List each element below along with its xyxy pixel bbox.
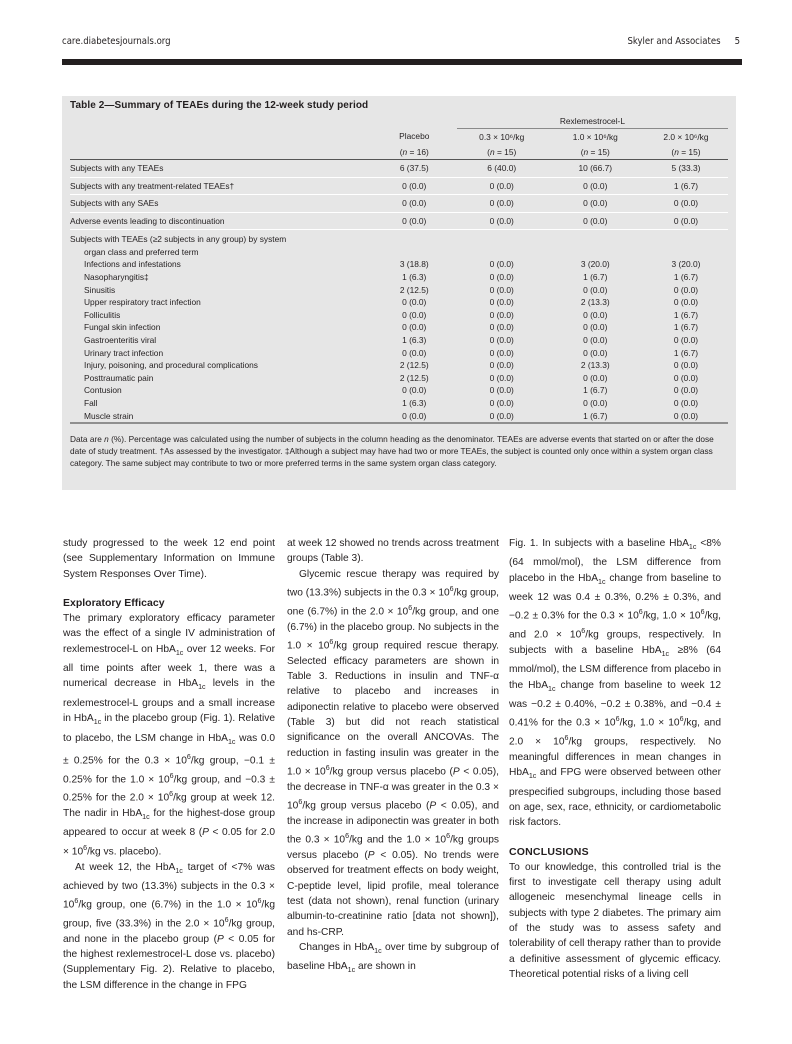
row-label: Muscle strain (70, 409, 372, 423)
authors: Skyler and Associates (627, 36, 721, 47)
header-rule (62, 59, 742, 65)
paragraph: study progressed to the week 12 end point (see Supplementary Information on Immune System Responses Over Time). (63, 538, 275, 580)
col-header-dose-1-0: 1.0 × 10⁶/kg (572, 131, 618, 142)
row-label: Infections and infestations (84, 259, 181, 270)
cell-value: 0 (0.0) (673, 335, 699, 346)
col-header-dose-0-3: 0.3 × 10⁶/kg (479, 131, 525, 142)
cell-value: 3 (20.0) (580, 259, 610, 270)
cell-value: 1 (6.3) (402, 335, 427, 346)
row-label: Contusion (84, 385, 122, 396)
cell-value: 5 (33.3) (644, 160, 728, 178)
cell-value: 1 (6.7) (673, 272, 699, 283)
cell-value: 0 (0.0) (489, 272, 514, 283)
cell-value: 0 (0.0) (547, 177, 644, 195)
cell-value: 1 (6.7) (673, 309, 699, 320)
soc-heading: Subjects with TEAEs (≥2 subjects in any group) by system (70, 234, 287, 245)
page-number: 5 (734, 36, 740, 47)
cell-value: 0 (0.0) (489, 398, 514, 409)
cell-value: 0 (0.0) (583, 284, 608, 295)
row-label: Fungal skin infection (84, 322, 161, 333)
table-row (70, 160, 728, 178)
journal-url: care.diabetesjournals.org (62, 36, 171, 47)
col-header-placebo: Placebo (399, 131, 430, 142)
cell-value: 1 (6.3) (402, 272, 427, 283)
cell-value: 1 (6.7) (583, 385, 608, 396)
cell-value: 1 (6.7) (673, 347, 699, 358)
cell-value: 0 (0.0) (489, 372, 514, 383)
cell-value: 0 (0.0) (402, 309, 427, 320)
table-title: Table 2—Summary of TEAEs during the 12-week study period (70, 100, 369, 111)
cell-value: 2 (13.3) (580, 360, 610, 371)
cell-value: 1 (6.7) (673, 322, 699, 333)
cell-value: 1 (6.7) (644, 177, 728, 195)
row-label: Subjects with any treatment-related TEAEs† (70, 177, 372, 195)
cell-value: 0 (0.0) (644, 409, 728, 423)
cell-value: 0 (0.0) (673, 284, 699, 295)
cell-value: 0 (0.0) (583, 398, 608, 409)
row-label: Gastroenteritis viral (84, 335, 157, 346)
body-column-2 (287, 536, 499, 979)
body-column-3 (509, 536, 721, 982)
table-row (70, 296, 728, 309)
group-label: Rexlemestrocel-L (457, 112, 728, 129)
cell-value: 0 (0.0) (583, 309, 608, 320)
table-row (70, 195, 728, 213)
soc-heading-row (70, 246, 728, 259)
cell-value: 0 (0.0) (489, 385, 514, 396)
cell-value: 3 (18.8) (399, 259, 429, 270)
column-header-row (70, 129, 728, 145)
cell-value: 0 (0.0) (583, 347, 608, 358)
table-row (70, 321, 728, 334)
cell-value: 2 (13.3) (580, 297, 610, 308)
cell-value: 2 (12.5) (399, 372, 429, 383)
table-row (70, 212, 728, 230)
cell-value: 0 (0.0) (673, 398, 699, 409)
col-n-dose-2-0: (n = 15) (644, 144, 728, 160)
cell-value: 0 (0.0) (583, 335, 608, 346)
table-row (70, 283, 728, 296)
cell-value: 0 (0.0) (372, 177, 457, 195)
cell-value: 0 (0.0) (372, 409, 457, 423)
col-n-placebo: (n = 16) (372, 144, 457, 160)
row-label: Posttraumatic pain (84, 372, 154, 383)
cell-value: 0 (0.0) (489, 335, 514, 346)
table-row (70, 346, 728, 359)
cell-value: 0 (0.0) (583, 372, 608, 383)
cell-value: 2 (12.5) (399, 284, 429, 295)
section-heading-exploratory-efficacy: Exploratory Efficacy (63, 597, 165, 610)
cell-value: 1 (6.7) (547, 409, 644, 423)
row-label: Upper respiratory tract infection (84, 297, 201, 308)
table-row (70, 409, 728, 423)
table-row (70, 384, 728, 397)
row-label: Folliculitis (84, 309, 121, 320)
col-header-dose-2-0: 2.0 × 10⁶/kg (663, 131, 709, 142)
cell-value: 1 (6.3) (402, 398, 427, 409)
cell-value: 0 (0.0) (673, 297, 699, 308)
cell-value: 0 (0.0) (489, 309, 514, 320)
paragraph: The primary exploratory efficacy parameter was the effect of a single IV administration of rexlemestrocel-L on HbA$_{1c}$ over 12 weeks. For all time points after week 1, there was a numerical decrease in HbA$_{1c}$ levels in the rexlemestrocel-L groups and a small increase in HbA$_{1c}$ in the placebo group (Fig. 1). Relative to placebo, the LSM change in HbA$_{1c}$ was 0.0 ± 0.25% for the $0.3 \times 10^6/kg$ group, −0.1 ± 0.25% for the $1.0 \times 10^6/kg$ group, and −0.3 ± 0.25% for the $2.0 \times 10^6/kg$ group at week 12. The nadir in HbA$_{1c}$ for the highest-dose group appeared to occur at week 8 (P < 0.05 for $2.0 \times 10^6/kg$ vs. placebo). (63, 613, 276, 858)
cell-value: 0 (0.0) (489, 297, 514, 308)
column-n-row (70, 144, 728, 160)
soc-heading-cont: organ class and preferred term (84, 246, 199, 257)
row-label: Subjects with any SAEs (70, 195, 372, 213)
cell-value: 0 (0.0) (547, 195, 644, 213)
section-heading-conclusions: CONCLUSIONS (509, 845, 589, 858)
row-label: Nasopharyngitis‡ (84, 272, 149, 283)
cell-value: 0 (0.0) (489, 322, 514, 333)
cell-value: 0 (0.0) (583, 322, 608, 333)
table-row (70, 334, 728, 347)
paragraph: Changes in HbA$_{1c}$ over time by subgroup of baseline HbA$_{1c}$ are shown in (287, 941, 499, 975)
table-row (70, 359, 728, 372)
col-n-dose-1-0: (n = 15) (547, 144, 644, 160)
cell-value: 0 (0.0) (457, 212, 547, 230)
cell-value: 2 (12.5) (399, 360, 429, 371)
table-2 (62, 96, 736, 490)
cell-value: 0 (0.0) (457, 195, 547, 213)
cell-value: 0 (0.0) (489, 360, 514, 371)
cell-value: 0 (0.0) (489, 259, 514, 270)
soc-heading-row (70, 230, 728, 246)
cell-value: 0 (0.0) (372, 195, 457, 213)
cell-value: 0 (0.0) (547, 212, 644, 230)
table-row (70, 397, 728, 410)
table-row (70, 177, 728, 195)
cell-value: 0 (0.0) (644, 195, 728, 213)
cell-value: 3 (20.0) (671, 259, 701, 270)
table-group-header-row (70, 112, 728, 129)
running-head-right (627, 36, 740, 47)
row-label: Injury, poisoning, and procedural complications (84, 360, 258, 371)
table-footnote: Data are n (%). Percentage was calculated using the number of subjects in the column heading as the denominator. TEAEs are adverse events that started on or after the dose date of study treatment. †As assessed by the investigator. ‡Although a subject may have had two or more TEAEs, the subject is counted only once within a system organ class category. The same subject may contribute to two or more preferred terms in the same system organ class category. (70, 434, 714, 468)
cell-value: 0 (0.0) (644, 212, 728, 230)
row-label: Urinary tract infection (84, 347, 164, 358)
table-row (70, 271, 728, 284)
cell-value: 0 (0.0) (673, 372, 699, 383)
table-row (70, 372, 728, 385)
cell-value: 0 (0.0) (489, 284, 514, 295)
row-label: Adverse events leading to discontinuation (70, 212, 372, 230)
cell-value: 0 (0.0) (402, 347, 427, 358)
cell-value: 6 (40.0) (457, 160, 547, 178)
cell-value: 0 (0.0) (402, 385, 427, 396)
cell-value: 0 (0.0) (489, 347, 514, 358)
cell-value: 10 (66.7) (547, 160, 644, 178)
paragraph: Glycemic rescue therapy was required by two (13.3%) subjects in the $0.3 \times 10^6/kg$ group, one (6.7%) in the $2.0 \times 10^6/kg$ group, and one (6.7%) in the placebo group. No subjects in the $1.0 \times 10^6/kg$ group required rescue therapy. Selected efficacy parameters are shown in Table 3. Reductions in insulin and TNF-α relative to placebo and increases in adiponectin relative to placebo were observed (Table 3) but did not reach statistical significance on the overall ANCOVAs. The reduction in fasting insulin was greater in the $1.0 \times 10^6/kg$ group versus placebo (P < 0.05), the decrease in TNF-α was greater in the $0.3 \times 10^6/kg$ group versus placebo (P < 0.05), and the increase in adiponectin was greater in both the $0.3 \times 10^6/kg$ and the $1.0 \times 10^6/kg$ groups versus placebo (P < 0.05). No trends were observed for treatment effects on body weight, C-peptide level, lipid profile, meal tolerance test (data not shown), renal function (urinary albumin-to-creatinine ratio [data not shown]), and hs-CRP. (287, 568, 499, 938)
cell-value: 0 (0.0) (673, 385, 699, 396)
cell-value: 0 (0.0) (372, 212, 457, 230)
paragraph: at week 12 showed no trends across treatment groups (Table 3). (287, 538, 499, 565)
row-label: Sinusitis (84, 284, 116, 295)
running-head (62, 36, 740, 50)
cell-value: 0 (0.0) (457, 409, 547, 423)
row-label: Fall (84, 398, 98, 409)
cell-value: 0 (0.0) (457, 177, 547, 195)
paragraph: To our knowledge, this controlled trial is the first to investigate cell therapy using adult allogeneic mesenchymal lineage cells in subjects with type 2 diabetes. The primary aim of the study was to assess safety and tolerability of cell therapy rather than to provide a definitive assessment of glycemic efficacy. Theoretical potential risks of a living cell (509, 861, 721, 980)
table-row (70, 258, 728, 271)
cell-value: 1 (6.7) (583, 272, 608, 283)
teae-table (70, 112, 728, 424)
col-n-dose-0-3: (n = 15) (457, 144, 547, 160)
row-label: Subjects with any TEAEs (70, 160, 372, 178)
table-row (70, 309, 728, 322)
cell-value: 6 (37.5) (372, 160, 457, 178)
body-column-1 (63, 536, 275, 993)
paragraph: Fig. 1. In subjects with a baseline HbA$_{1c}$ <8% (64 mmol/mol), the LSM difference from placebo in the HbA$_{1c}$ change from baseline to week 12 was 0.4 ± 0.3%, 0.2% ± 0.3%, and −0.2 ± 0.3% for the $0.3 \times 10^6/kg$, $1.0 \times 10^6/kg$, and $2.0 \times 10^6/kg$ groups, respectively. In subjects with a baseline HbA$_{1c}$ ≥8% (64 mmol/mol), the LSM difference from placebo in the HbA$_{1c}$ change from baseline to week 12 was −0.2 ± 0.40%, −0.2 ± 0.38%, and −0.4 ± 0.41% for the $0.3 \times 10^6/kg$, $1.0 \times 10^6/kg$, and $2.0 \times 10^6/kg$ groups, respectively. No meaningful differences in mean changes in HbA$_{1c}$ and FPG were observed between other prespecified subgroups, including those based on age, sex, race, ethnicity, or cardiometabolic risk factors. (509, 538, 722, 829)
cell-value: 0 (0.0) (402, 297, 427, 308)
cell-value: 0 (0.0) (673, 360, 699, 371)
paragraph: At week 12, the HbA$_{1c}$ target of <7% was achieved by two (13.3%) subjects in the $0.3 \times 10^6/kg$ group, one (6.7%) in the $1.0 \times 10^6/kg$ group, five (33.3%) in the $2.0 \times 10^6/kg$ group, and none in the placebo group (P < 0.05 for the highest rexlemestrocel-L dose vs. placebo) (Supplementary Fig. 2). Relative to placebo, the LSM difference in the change in FPG (63, 861, 275, 991)
cell-value: 0 (0.0) (402, 322, 427, 333)
